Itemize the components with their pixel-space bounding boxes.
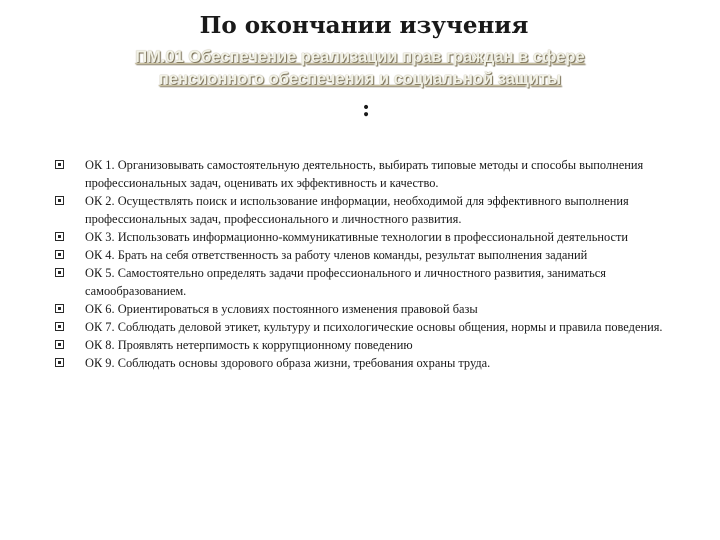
list-item bbox=[55, 228, 695, 246]
list-item-text: ОК 2. Осуществлять поиск и использование информации, необходимой для эффективного выполнения профессиональных задач, профессионального и личностного развития. bbox=[85, 194, 629, 226]
list-item bbox=[55, 192, 695, 228]
square-bullet-icon bbox=[55, 268, 64, 277]
list-item-text: ОК 8. Проявлять нетерпимость к коррупционному поведению bbox=[85, 338, 413, 352]
slide-title: По окончании изучения bbox=[199, 12, 529, 39]
square-bullet-icon bbox=[55, 340, 64, 349]
list-item-text: ОК 5. Самостоятельно определять задачи профессионального и личностного развития, заниматься самообразованием. bbox=[85, 266, 606, 298]
square-bullet-icon bbox=[55, 232, 64, 241]
list-item bbox=[55, 318, 695, 336]
square-bullet-icon bbox=[55, 304, 64, 313]
module-subtitle-line-2: пенсионного обеспечения и социальной защиты bbox=[158, 70, 562, 88]
list-item bbox=[55, 264, 695, 300]
list-item bbox=[55, 336, 695, 354]
list-item-text: ОК 1. Организовывать самостоятельную деятельность, выбирать типовые методы и способы выполнения профессиональных задач, оценивать их эффективность и качество. bbox=[85, 158, 644, 190]
list-item-text: ОК 4. Брать на себя ответственность за работу членов команды, результат выполнения заданий bbox=[85, 248, 588, 262]
list-item-text: ОК 6. Ориентироваться в условиях постоянного изменения правовой базы bbox=[85, 302, 478, 316]
square-bullet-icon bbox=[55, 160, 64, 169]
competency-list bbox=[55, 156, 695, 372]
list-item bbox=[55, 300, 695, 318]
list-item-text: ОК 9. Соблюдать основы здорового образа жизни, требования охраны труда. bbox=[85, 356, 491, 370]
module-subtitle bbox=[60, 46, 660, 90]
list-item bbox=[55, 246, 695, 264]
list-item-text: ОК 3. Использовать информационно-коммуникативные технологии в профессиональной деятельности bbox=[85, 230, 629, 244]
module-subtitle-line-1: ПМ.01 Обеспечение реализации прав граждан в сфере bbox=[135, 48, 585, 66]
square-bullet-icon bbox=[55, 322, 64, 331]
list-item bbox=[55, 156, 695, 192]
subtitle-colon: : bbox=[361, 96, 371, 122]
square-bullet-icon bbox=[55, 250, 64, 259]
square-bullet-icon bbox=[55, 196, 64, 205]
list-item-text: ОК 7. Соблюдать деловой этикет, культуру и психологические основы общения, нормы и правила поведения. bbox=[85, 320, 663, 334]
list-item bbox=[55, 354, 695, 372]
square-bullet-icon bbox=[55, 358, 64, 367]
